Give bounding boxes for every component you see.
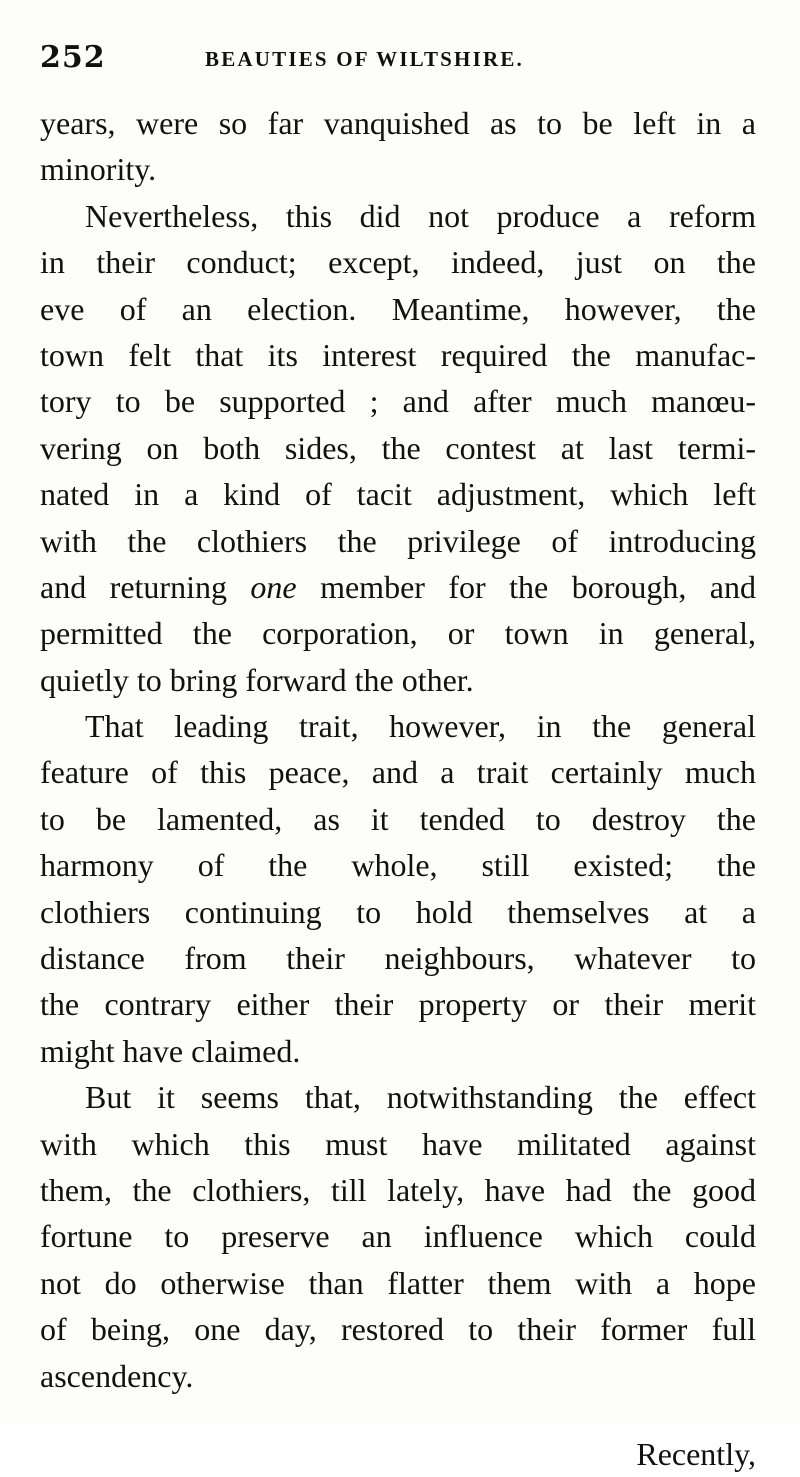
text-line: clothiers continuing to hold themselves at a — [40, 893, 756, 930]
text-segment: and returning — [40, 568, 251, 605]
text-line: ascendency. — [40, 1357, 194, 1394]
text-line: with which this must have militated against — [40, 1125, 756, 1162]
text-line: with the clothiers the privilege of introducing — [40, 522, 756, 559]
paragraph-3 — [40, 703, 756, 1074]
text-segment: member for the borough, and — [296, 568, 757, 605]
text-line: nated in a kind of tacit adjustment, which left — [40, 476, 756, 513]
paragraph-2 — [40, 193, 756, 703]
catchword: Recently, — [636, 1435, 756, 1472]
text-line: to be lamented, as it tended to destroy the — [40, 800, 756, 837]
italic-word: one — [250, 568, 297, 605]
text-line: town felt that its interest required the manufac- — [40, 336, 756, 373]
text-line: years, were so far vanquished as to be left in a — [40, 105, 756, 141]
text-line: quietly to bring forward the other. — [40, 661, 474, 698]
text-line-with-italic — [40, 564, 756, 610]
text-line: permitted the corporation, or town in general, — [40, 615, 756, 652]
text-line: fortune to preserve an influence which could — [40, 1218, 756, 1255]
text-line: feature of this peace, and a trait certainly much — [40, 754, 756, 791]
text-line: eve of an election. Meantime, however, the — [40, 290, 756, 327]
text-line: vering on both sides, the contest at last termi- — [40, 429, 756, 466]
page-number: 252 — [40, 40, 106, 75]
running-title: BEAUTIES OF WILTSHIRE. — [205, 47, 524, 71]
text-line: might have claimed. — [40, 1032, 301, 1069]
text-line: them, the clothiers, till lately, have had the good — [40, 1171, 756, 1208]
paragraph-1 — [40, 100, 756, 193]
text-line: harmony of the whole, still existed; the — [40, 847, 756, 884]
text-line: of being, one day, restored to their former full — [40, 1311, 756, 1348]
text-line: Nevertheless, this did not produce a reform — [85, 197, 756, 234]
text-line: the contrary either their property or their merit — [40, 986, 756, 1023]
body-text — [40, 100, 756, 1477]
text-line: But it seems that, notwithstanding the effect — [85, 1079, 756, 1116]
text-line: in their conduct; except, indeed, just on the — [40, 244, 756, 281]
text-line: tory to be supported ; and after much manœu- — [40, 383, 756, 420]
text-line: That leading trait, however, in the general — [85, 708, 756, 745]
paragraph-4 — [40, 1074, 756, 1399]
page-header — [40, 40, 760, 84]
text-line: minority. — [40, 151, 157, 188]
text-line: not do otherwise than flatter them with a hope — [40, 1264, 756, 1301]
text-line: distance from their neighbours, whatever to — [40, 940, 756, 977]
